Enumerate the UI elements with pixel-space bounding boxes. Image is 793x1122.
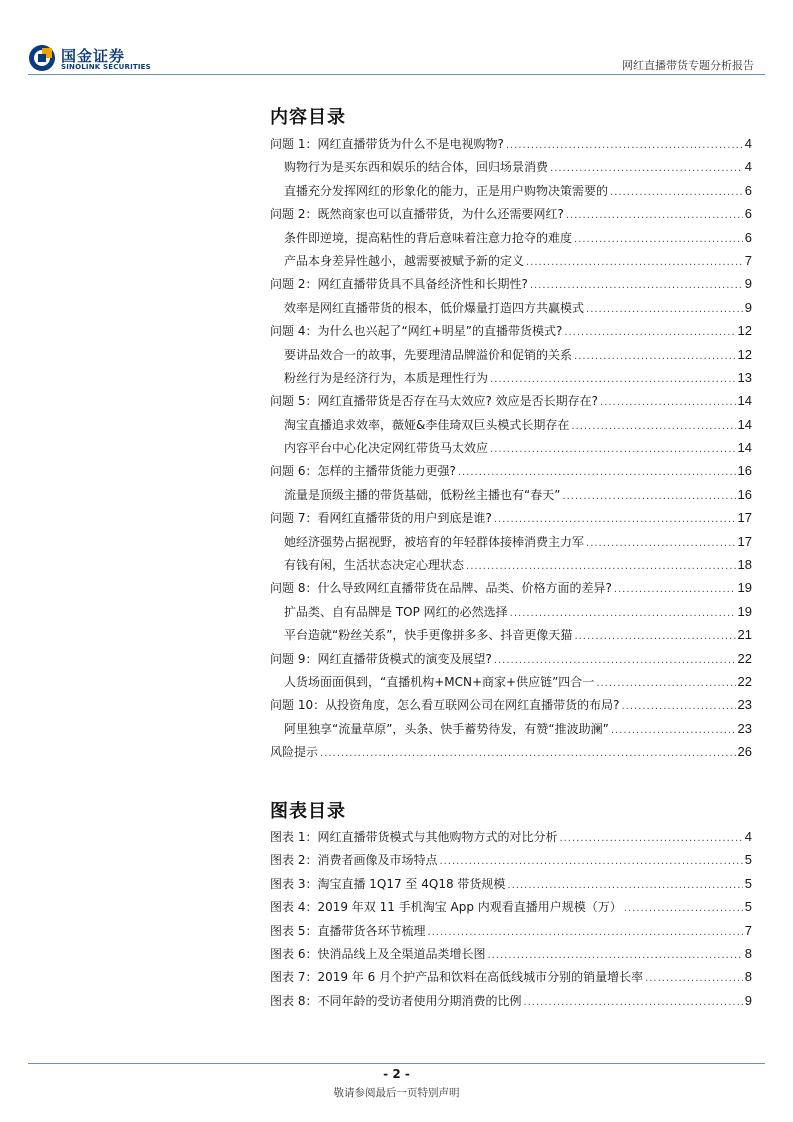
entry-title: 问题 8：什么导致网红直播带货在品牌、品类、价格方面的差异? (270, 581, 612, 596)
entry-title: 条件即逆境，提高粘性的背后意味着注意力抢夺的难度 (284, 230, 573, 245)
entry-title: 平台造就“粉丝关系”，快手更像拼多多、抖音更像天猫 (284, 628, 573, 643)
entry-page-number: 5 (744, 875, 752, 891)
dot-leader (566, 207, 743, 221)
toc-entry[interactable] (270, 743, 752, 766)
entry-page-number: 13 (737, 369, 752, 385)
dot-leader (574, 231, 743, 245)
toc-entry[interactable] (270, 533, 752, 556)
entry-title: 问题 5：网红直播带货是否存在马太效应? 效应是否长期存在? (270, 394, 599, 409)
logo-text-en: SINOLINK SECURITIES (61, 63, 151, 71)
entry-title: 问题 9：网红直播带货模式的演变及展望? (270, 651, 492, 666)
toc-entry[interactable] (270, 346, 752, 369)
entry-title: 问题 2：网红直播带货具不具备经济性和长期性? (270, 277, 528, 292)
entry-title: 扩品类、自有品牌是 TOP 网红的必然选择 (284, 604, 508, 619)
dot-leader (530, 277, 743, 291)
toc-entry[interactable] (270, 416, 752, 439)
entry-title: 图表 2：消费者画像及市场特点 (270, 853, 438, 868)
page-number: - 2 - (383, 1067, 410, 1081)
toc-entry[interactable] (270, 158, 752, 181)
header-divider (28, 74, 765, 75)
toc-entry[interactable] (270, 828, 752, 851)
dot-leader (487, 947, 742, 961)
entry-page-number: 18 (737, 557, 752, 573)
dot-leader (574, 348, 736, 362)
entry-page-number: 19 (737, 580, 752, 596)
entry-title: 风险提示 (270, 745, 319, 760)
dot-leader (550, 160, 743, 174)
figures-title: 图表目录 (270, 801, 346, 822)
entry-title: 问题 4：为什么也兴起了“网红+明星”的直播带货模式? (270, 324, 563, 339)
dot-leader (494, 652, 736, 666)
entry-page-number: 21 (737, 627, 752, 643)
entry-page-number: 5 (744, 899, 752, 915)
dot-leader (439, 853, 742, 867)
page-header (0, 0, 793, 80)
toc-entry[interactable] (270, 968, 752, 991)
dot-leader (490, 441, 736, 455)
toc-entry[interactable] (270, 205, 752, 228)
entry-page-number: 7 (744, 252, 752, 268)
dot-leader (645, 970, 743, 984)
toc-entry[interactable] (270, 875, 752, 898)
toc-entry[interactable] (270, 720, 752, 743)
toc-entry[interactable] (270, 579, 752, 602)
entry-page-number: 8 (744, 969, 752, 985)
entry-page-number: 14 (737, 440, 752, 456)
entry-page-number: 9 (744, 299, 752, 315)
toc-entry[interactable] (270, 556, 752, 579)
dot-leader (611, 722, 736, 736)
toc-entry[interactable] (270, 992, 752, 1015)
entry-title: 效率是网红直播带货的根本，低价爆量打造四方共赢模式 (284, 300, 585, 315)
toc-title: 内容目录 (270, 107, 346, 128)
table-of-contents (270, 135, 752, 767)
toc-entry[interactable] (270, 252, 752, 275)
toc-entry[interactable] (270, 322, 752, 345)
report-title: 网红直播带货专题分析报告 (622, 59, 754, 72)
entry-page-number: 22 (737, 673, 752, 689)
logo-text-cn: 国金证券 (61, 47, 126, 65)
dot-leader (494, 511, 736, 525)
entry-title: 流量是顶级主播的带货基础，低粉丝主播也有“春天” (284, 487, 561, 502)
dot-leader (574, 628, 735, 642)
entry-title: 产品本身差异性越小，越需要被赋予新的定义 (284, 253, 525, 268)
entry-title: 内容平台中心化决定网红带货马太效应 (284, 441, 489, 456)
dot-leader (507, 877, 742, 891)
entry-page-number: 23 (737, 720, 752, 736)
entry-page-number: 12 (737, 346, 752, 362)
toc-entry[interactable] (270, 182, 752, 205)
entry-page-number: 7 (744, 922, 752, 938)
dot-leader (562, 488, 735, 502)
entry-title: 淘宝直播追求效率，薇娅&李佳琦双巨头模式长期存在 (284, 417, 570, 432)
entry-page-number: 14 (737, 416, 752, 432)
dot-leader (523, 994, 742, 1008)
dot-leader (466, 558, 736, 572)
dot-leader (610, 184, 743, 198)
entry-title: 要讲品效合一的故事，先要理清品牌溢价和促销的关系 (284, 347, 573, 362)
toc-entry[interactable] (270, 696, 752, 719)
toc-entry[interactable] (270, 229, 752, 252)
disclaimer: 敬请参阅最后一页特别声明 (333, 1087, 460, 1099)
entry-title: 她经济强势占据视野，被培育的年轻群体接棒消费主力军 (284, 534, 585, 549)
dot-leader (614, 581, 736, 595)
toc-entry[interactable] (270, 369, 752, 392)
dot-leader (571, 418, 735, 432)
toc-entry[interactable] (270, 603, 752, 626)
entry-title: 购物行为是买东西和娱乐的结合体，回归场景消费 (284, 160, 549, 175)
sinolink-logo-icon (28, 44, 56, 72)
entry-page-number: 6 (744, 182, 752, 198)
dot-leader (427, 924, 742, 938)
entry-title: 有钱有闲，生活状态决定心理状态 (284, 558, 465, 573)
entry-page-number: 6 (744, 229, 752, 245)
footer-divider (28, 1063, 765, 1064)
toc-entry[interactable] (270, 945, 752, 968)
entry-title: 问题 1：网红直播带货为什么不是电视购物? (270, 137, 504, 151)
entry-title: 图表 6：快消品线上及全渠道品类增长图 (270, 946, 486, 961)
entry-title: 问题 7：看网红直播带货的用户到底是谁? (270, 511, 492, 526)
entry-title: 直播充分发挥网红的形象化的能力，正是用户购物决策需要的 (284, 183, 609, 198)
entry-page-number: 26 (737, 744, 752, 760)
entry-page-number: 16 (737, 463, 752, 479)
entry-page-number: 12 (737, 323, 752, 339)
dot-leader (596, 675, 735, 689)
toc-entry[interactable] (270, 509, 752, 532)
entry-page-number: 14 (737, 393, 752, 409)
toc-entry[interactable] (270, 462, 752, 485)
entry-page-number: 6 (744, 206, 752, 222)
dot-leader (564, 324, 735, 338)
entry-title: 问题 6：怎样的主播带货能力更强? (270, 464, 456, 479)
entry-title: 图表 8：不同年龄的受访者使用分期消费的比例 (270, 993, 522, 1008)
dot-leader (586, 301, 743, 315)
toc-entry[interactable] (270, 299, 752, 322)
dot-leader (621, 698, 735, 712)
toc-entry[interactable] (270, 650, 752, 673)
toc-entry[interactable] (270, 486, 752, 509)
entry-page-number: 19 (737, 603, 752, 619)
entry-page-number: 4 (744, 136, 752, 151)
entry-page-number: 8 (744, 945, 752, 961)
entry-title: 阿里独享“流量草原”，头条、快手蓄势待发，有赞“推波助澜” (284, 721, 609, 736)
toc-entry[interactable] (270, 922, 752, 945)
entry-title: 图表 4：2019 年双 11 手机淘宝 App 内观看直播用户规模（万） (270, 900, 622, 915)
dot-leader (559, 830, 742, 844)
entry-title: 图表 7：2019 年 6 月个护产品和饮料在高低线城市分别的销量增长率 (270, 970, 644, 985)
entry-title: 图表 3：淘宝直播 1Q17 至 4Q18 带货规模 (270, 876, 506, 891)
toc-entry[interactable] (270, 135, 752, 158)
entry-title: 图表 1：网红直播带货模式与其他购物方式的对比分析 (270, 830, 558, 844)
dot-leader (586, 535, 736, 549)
entry-page-number: 4 (744, 829, 752, 844)
dot-leader (506, 137, 743, 151)
toc-entry[interactable] (270, 392, 752, 415)
toc-entry[interactable] (270, 898, 752, 921)
toc-entry[interactable] (270, 851, 752, 874)
entry-title: 人货场面面俱到，“直播机构+MCN+商家+供应链”四合一 (284, 674, 595, 689)
dot-leader (490, 371, 736, 385)
entry-title: 问题 2：既然商家也可以直播带货，为什么还需要网红? (270, 207, 564, 222)
entry-title: 图表 5：直播带货各环节梳理 (270, 923, 426, 938)
entry-page-number: 23 (737, 697, 752, 713)
dot-leader (526, 254, 743, 268)
toc-entry[interactable] (270, 626, 752, 649)
toc-entry[interactable] (270, 275, 752, 298)
entry-page-number: 22 (737, 650, 752, 666)
list-of-figures (270, 828, 752, 1015)
entry-page-number: 17 (737, 510, 752, 526)
dot-leader (458, 464, 736, 478)
entry-page-number: 9 (744, 992, 752, 1008)
entry-page-number: 5 (744, 852, 752, 868)
entry-title: 粉丝行为是经济行为，本质是理性行为 (284, 370, 489, 385)
dot-leader (320, 745, 736, 759)
entry-page-number: 16 (737, 486, 752, 502)
entry-title: 问题 10：从投资角度，怎么看互联网公司在网红直播带货的布局? (270, 698, 620, 713)
entry-page-number: 4 (744, 159, 752, 175)
toc-entry[interactable] (270, 439, 752, 462)
entry-page-number: 17 (737, 533, 752, 549)
entry-page-number: 9 (744, 276, 752, 292)
dot-leader (600, 394, 736, 408)
dot-leader (624, 900, 743, 914)
toc-entry[interactable] (270, 673, 752, 696)
dot-leader (510, 605, 736, 619)
company-logo (28, 44, 151, 74)
